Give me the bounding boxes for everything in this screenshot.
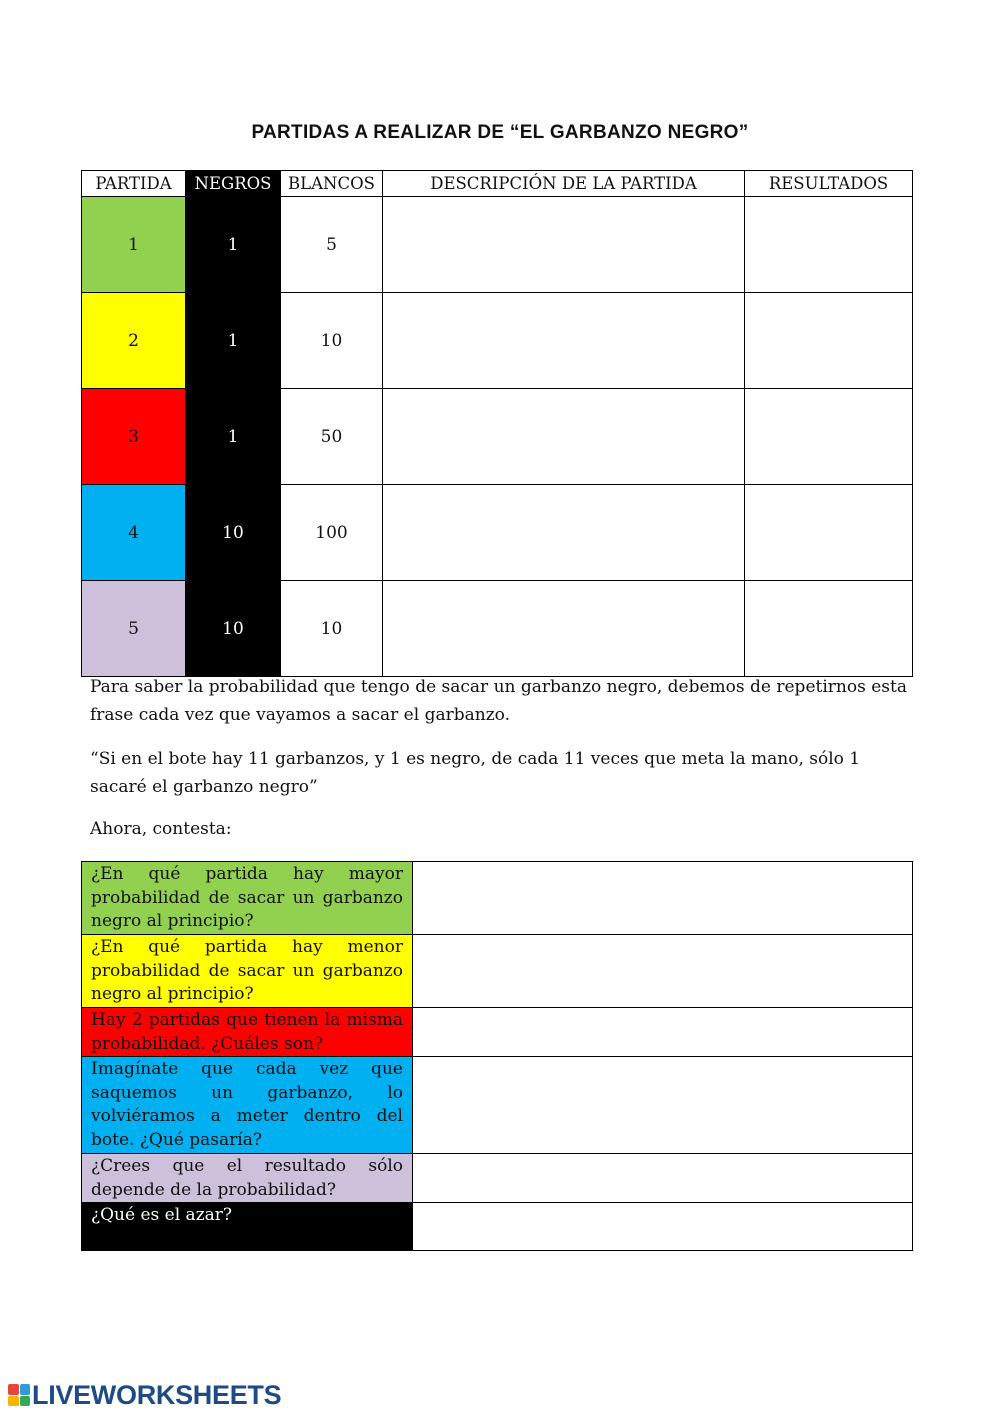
game-row <box>82 197 913 293</box>
game-results-cell[interactable] <box>745 485 913 581</box>
answer-cell[interactable] <box>413 1203 913 1251</box>
game-row <box>82 389 913 485</box>
game-partida-cell: 5 <box>82 581 186 677</box>
logo-text: LIVEWORKSHEETS <box>32 1379 282 1410</box>
answer-cell[interactable] <box>413 935 913 1008</box>
game-description-cell[interactable] <box>383 581 745 677</box>
answer-cell[interactable] <box>413 1154 913 1203</box>
page-title: PARTIDAS A REALIZAR DE “EL GARBANZO NEGRO” <box>251 122 749 143</box>
instruction-paragraph: Para saber la probabilidad que tengo de sacar un garbanzo negro, debemos de repetirnos esta frase cada vez que vayamos a sacar el garbanzo. <box>90 677 907 725</box>
game-partida-cell: 2 <box>82 293 186 389</box>
game-partida-cell: 1 <box>82 197 186 293</box>
game-blancos-cell: 50 <box>281 389 383 485</box>
game-negros-cell: 1 <box>186 389 281 485</box>
question-text: ¿En qué partida hay mayor probabilidad de sacar un garbanzo negro al principio? <box>82 862 413 935</box>
question-row <box>82 862 913 935</box>
header-resultados: RESULTADOS <box>745 171 913 197</box>
question-row <box>82 935 913 1008</box>
liveworksheets-logo-icon <box>8 1384 30 1406</box>
game-row <box>82 293 913 389</box>
games-header-row <box>82 171 913 197</box>
questions-table <box>81 861 913 1251</box>
game-blancos-cell: 5 <box>281 197 383 293</box>
game-negros-cell: 1 <box>186 293 281 389</box>
question-row <box>82 1203 913 1251</box>
game-description-cell[interactable] <box>383 293 745 389</box>
game-description-cell[interactable] <box>383 389 745 485</box>
answer-cell[interactable] <box>413 862 913 935</box>
answer-cell[interactable] <box>413 1057 913 1154</box>
answer-cell[interactable] <box>413 1008 913 1057</box>
question-row <box>82 1154 913 1203</box>
game-partida-cell: 4 <box>82 485 186 581</box>
header-partida: PARTIDA <box>82 171 186 197</box>
game-results-cell[interactable] <box>745 581 913 677</box>
game-blancos-cell: 10 <box>281 581 383 677</box>
question-row <box>82 1008 913 1057</box>
header-blancos: BLANCOS <box>281 171 383 197</box>
game-blancos-cell: 100 <box>281 485 383 581</box>
game-negros-cell: 1 <box>186 197 281 293</box>
game-results-cell[interactable] <box>745 293 913 389</box>
question-text: ¿Qué es el azar? <box>82 1203 413 1251</box>
liveworksheets-logo <box>8 1380 281 1410</box>
game-negros-cell: 10 <box>186 581 281 677</box>
header-negros: NEGROS <box>186 171 281 197</box>
header-descripcion: DESCRIPCIÓN DE LA PARTIDA <box>383 171 745 197</box>
game-results-cell[interactable] <box>745 197 913 293</box>
game-negros-cell: 10 <box>186 485 281 581</box>
game-blancos-cell: 10 <box>281 293 383 389</box>
answer-prompt: Ahora, contesta: <box>90 819 232 839</box>
game-description-cell[interactable] <box>383 485 745 581</box>
games-table <box>81 170 913 677</box>
game-description-cell[interactable] <box>383 197 745 293</box>
question-row <box>82 1057 913 1154</box>
question-text: Hay 2 partidas que tienen la misma probabilidad. ¿Cuáles son? <box>82 1008 413 1057</box>
question-text: ¿En qué partida hay menor probabilidad de sacar un garbanzo negro al principio? <box>82 935 413 1008</box>
game-results-cell[interactable] <box>745 389 913 485</box>
game-row <box>82 581 913 677</box>
game-row <box>82 485 913 581</box>
game-partida-cell: 3 <box>82 389 186 485</box>
question-text: Imagínate que cada vez que saquemos un garbanzo, lo volviéramos a meter dentro del bote. ¿Qué pasaría? <box>82 1057 413 1154</box>
question-text: ¿Crees que el resultado sólo depende de la probabilidad? <box>82 1154 413 1203</box>
quote-paragraph: “Si en el bote hay 11 garbanzos, y 1 es negro, de cada 11 veces que meta la mano, sólo 1 sacaré el garbanzo negro” <box>90 749 861 797</box>
